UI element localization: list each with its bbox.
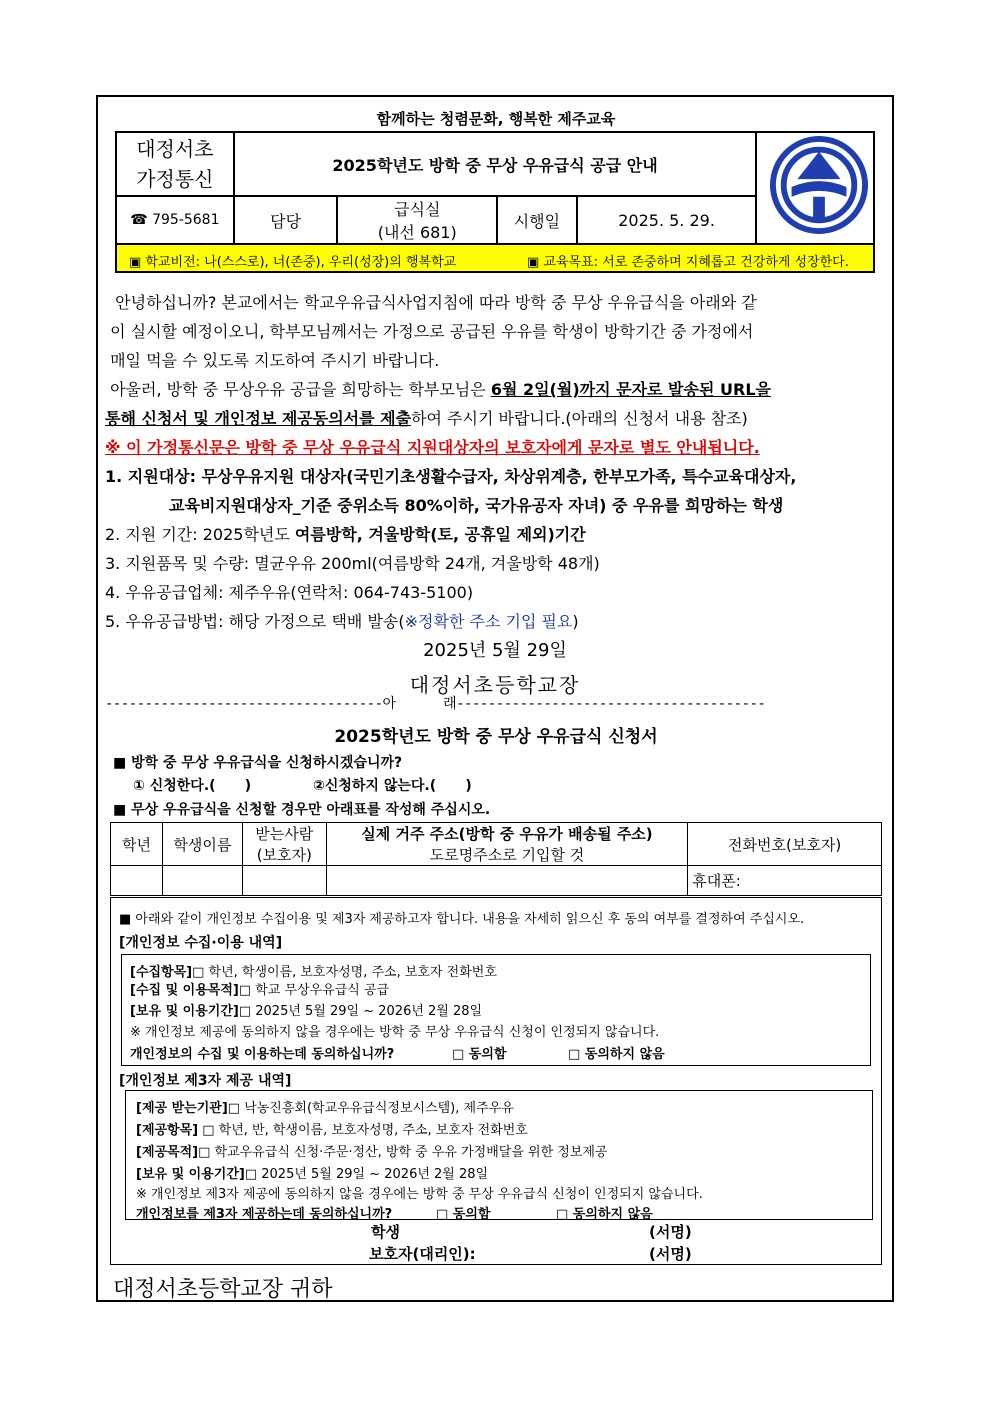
date-label: 시행일 [497, 196, 577, 244]
notice: ※ 이 가정통신문은 방학 중 무상 우유급식 지원대상자의 보호자에게 문자로 별도 안내됩니다. [105, 438, 760, 457]
issue-date: 2025년 5월 29일 [423, 640, 567, 661]
goal-text: ▣ 교육목표: 서로 존중하며 지혜롭고 건강하게 성장한다. [527, 255, 849, 270]
principal: 대정서초등학교장 [409, 673, 581, 697]
intro: 안녕하십니까? 본교에서는 학교우유급식사업지침에 따라 방학 중 무상 우유급식을 아래와 같 이 실시할 예정이오니, 학부모님께서는 가정으로 공급된 우유를 학생이 방학기간 중 가정에서 매일 먹을 수 있도록 지도하여 주시기 바랍니다. 아울러, 방학 중 무상우유 공급을 희망하는 학부모님은 6월 2일(월)까지 문자로 발송된 URL을 통해 신청서 및 개인정보 제공동의서를 제출하여 주시기 바랍니다.(아래의 신청서 내용 참조) ※ 이 가정통신문은 방학 중 무상 우유급식 지원대상자의 보호자에게 문자로 별도 안내됩니다. 1. 지원대상: 무상우유지원 대상자(국민기초생활수급자, 차상위계층, 한부모가족, 특수교육대상자, 교육비지원대상자_기준 중위소득 80%이하, 국가유공자 자녀) 중 우유를 희망하는 학생 2. 지원 기간: 2025학년도 여름방학, 겨울방학(토, 공휴일 제외)기간 3. 지원품목 및 수량: 멸균우유 200ml(여름방학 24개, 겨울방학 48개) 4. 우유공급업체: 제주우유(연락처: 064-743-5100) 5. 우유공급방법: 해당 가정으로 택배 발송(※정확한 주소 기입 필요) 2025년 5월 29일 대정서초등학교장 [105, 288, 885, 700]
phone: ☎ 795-5681 [116, 196, 234, 244]
collection-disagree[interactable]: □ 동의하지 않음 [568, 1047, 665, 1062]
school-label: 대정서초 가정통신 [116, 132, 234, 196]
vision-banner [115, 243, 875, 273]
third-party-disagree[interactable]: □ 동의하지 않음 [556, 1207, 653, 1222]
guardian-signature[interactable]: (서명) [649, 1245, 692, 1263]
consent-section: ■ 아래와 같이 개인정보 수집이용 및 제3자 제공하고자 합니다. 내용을 자세히 읽으신 후 동의 여부를 결정하여 주십시오. [개인정보 수집·이용 내역] [수집항목]□ 학년, 학생이름, 보호자성명, 주소, 보호자 전화번호 [수집 및 이용목적]□ 학교 무상우유급식 공급 [보유 및 이용기간]□ 2025년 5월 29일 ~ 2026년 2월 28일 ※ 개인정보 제공에 동의하지 않을 경우에는 방학 중 무상 우유급식 신청이 인정되지 않습니다. 개인정보의 수집 및 이용하는데 동의하십니까? □ 동의함 □ 동의하지 않음 [개인정보 제3자 제공 내역] [제공 받는기관]□ 낙농진흥회(학교우유급식정보시스템), 제주우유 [제공항목] □ 학년, 반, 학생이름, 보호자성명, 주소, 보호자 전화번호 [제공목적]□ 학교우유급식 신청·주문·정산, 방학 중 우유 가정배달을 위한 정보제공 [보유 및 이용기간]□ 2025년 5월 29일 ~ 2026년 2월 28일 ※ 개인정보 제3자 제공에 동의하지 않을 경우에는 방학 중 무상 우유급식 신청이 인정되지 않습니다. 개인정보를 제3자 제공하는데 동의하십니까? □ 동의함 □ 동의하지 않음 학생 (서명) 보호자(대리인): (서명) [110, 897, 882, 1265]
doc-title: 2025학년도 방학 중 무상 우유급식 공급 안내 [234, 132, 757, 196]
application-title: 2025학년도 방학 중 무상 우유급식 신청서 [334, 727, 658, 747]
third-party-agree[interactable]: □ 동의함 [436, 1207, 491, 1222]
phone-field[interactable]: 휴대폰: [688, 866, 882, 896]
school-emblem-icon [770, 135, 868, 235]
date-value: 2025. 5. 29. [577, 196, 757, 244]
address-field[interactable] [326, 866, 687, 896]
student-signature[interactable]: (서명) [649, 1223, 692, 1241]
charge-label: 담당 [234, 196, 338, 244]
grade-field[interactable] [111, 866, 163, 896]
divider: -----------------------------------아 래--------------------------------------- [105, 696, 766, 712]
student-name-field[interactable] [162, 866, 242, 896]
collection-box: [수집항목]□ 학년, 학생이름, 보호자성명, 주소, 보호자 전화번호 [수집 및 이용목적]□ 학교 무상우유급식 공급 [보유 및 이용기간]□ 2025년 5월 29일 ~ 2026년 2월 28일 ※ 개인정보 제공에 동의하지 않을 경우에는 방학 중 무상 우유급식 신청이 인정되지 않습니다. 개인정보의 수집 및 이용하는데 동의하십니까? □ 동의함 □ 동의하지 않음 [121, 954, 871, 1066]
recipient-field[interactable] [242, 866, 326, 896]
dept: 급식실 (내선 681) [337, 196, 497, 244]
option-decline[interactable]: ②신청하지 않는다.( ) [313, 778, 472, 794]
motto: 함께하는 청렴문화, 행복한 제주교육 [376, 110, 616, 128]
vision-text: ▣ 학교비전: 나(스스로), 너(존중), 우리(성장)의 행복학교 [129, 255, 457, 270]
option-apply[interactable]: ① 신청한다.( ) [133, 778, 252, 794]
header-table [115, 131, 875, 245]
application-table: 학년 학생이름 받는사람 (보호자) 실제 거주 주소(방학 중 우유가 배송될 주소) 도로명주소로 기입할 것 전화번호(보호자) 휴대폰: [110, 822, 882, 896]
third-party-box: [제공 받는기관]□ 낙농진흥회(학교우유급식정보시스템), 제주우유 [제공항목] □ 학년, 반, 학생이름, 보호자성명, 주소, 보호자 전화번호 [제공목적]□ 학교우유급식 신청·주문·정산, 방학 중 우유 가정배달을 위한 정보제공 [보유 및 이용기간]□ 2025년 5월 29일 ~ 2026년 2월 28일 ※ 개인정보 제3자 제공에 동의하지 않을 경우에는 방학 중 무상 우유급식 신청이 인정되지 않습니다. 개인정보를 제3자 제공하는데 동의하십니까? □ 동의함 □ 동의하지 않음 [125, 1090, 873, 1220]
footer-addressee: 대정서초등학교장 귀하 [113, 1277, 333, 1302]
collection-agree[interactable]: □ 동의함 [452, 1047, 507, 1062]
